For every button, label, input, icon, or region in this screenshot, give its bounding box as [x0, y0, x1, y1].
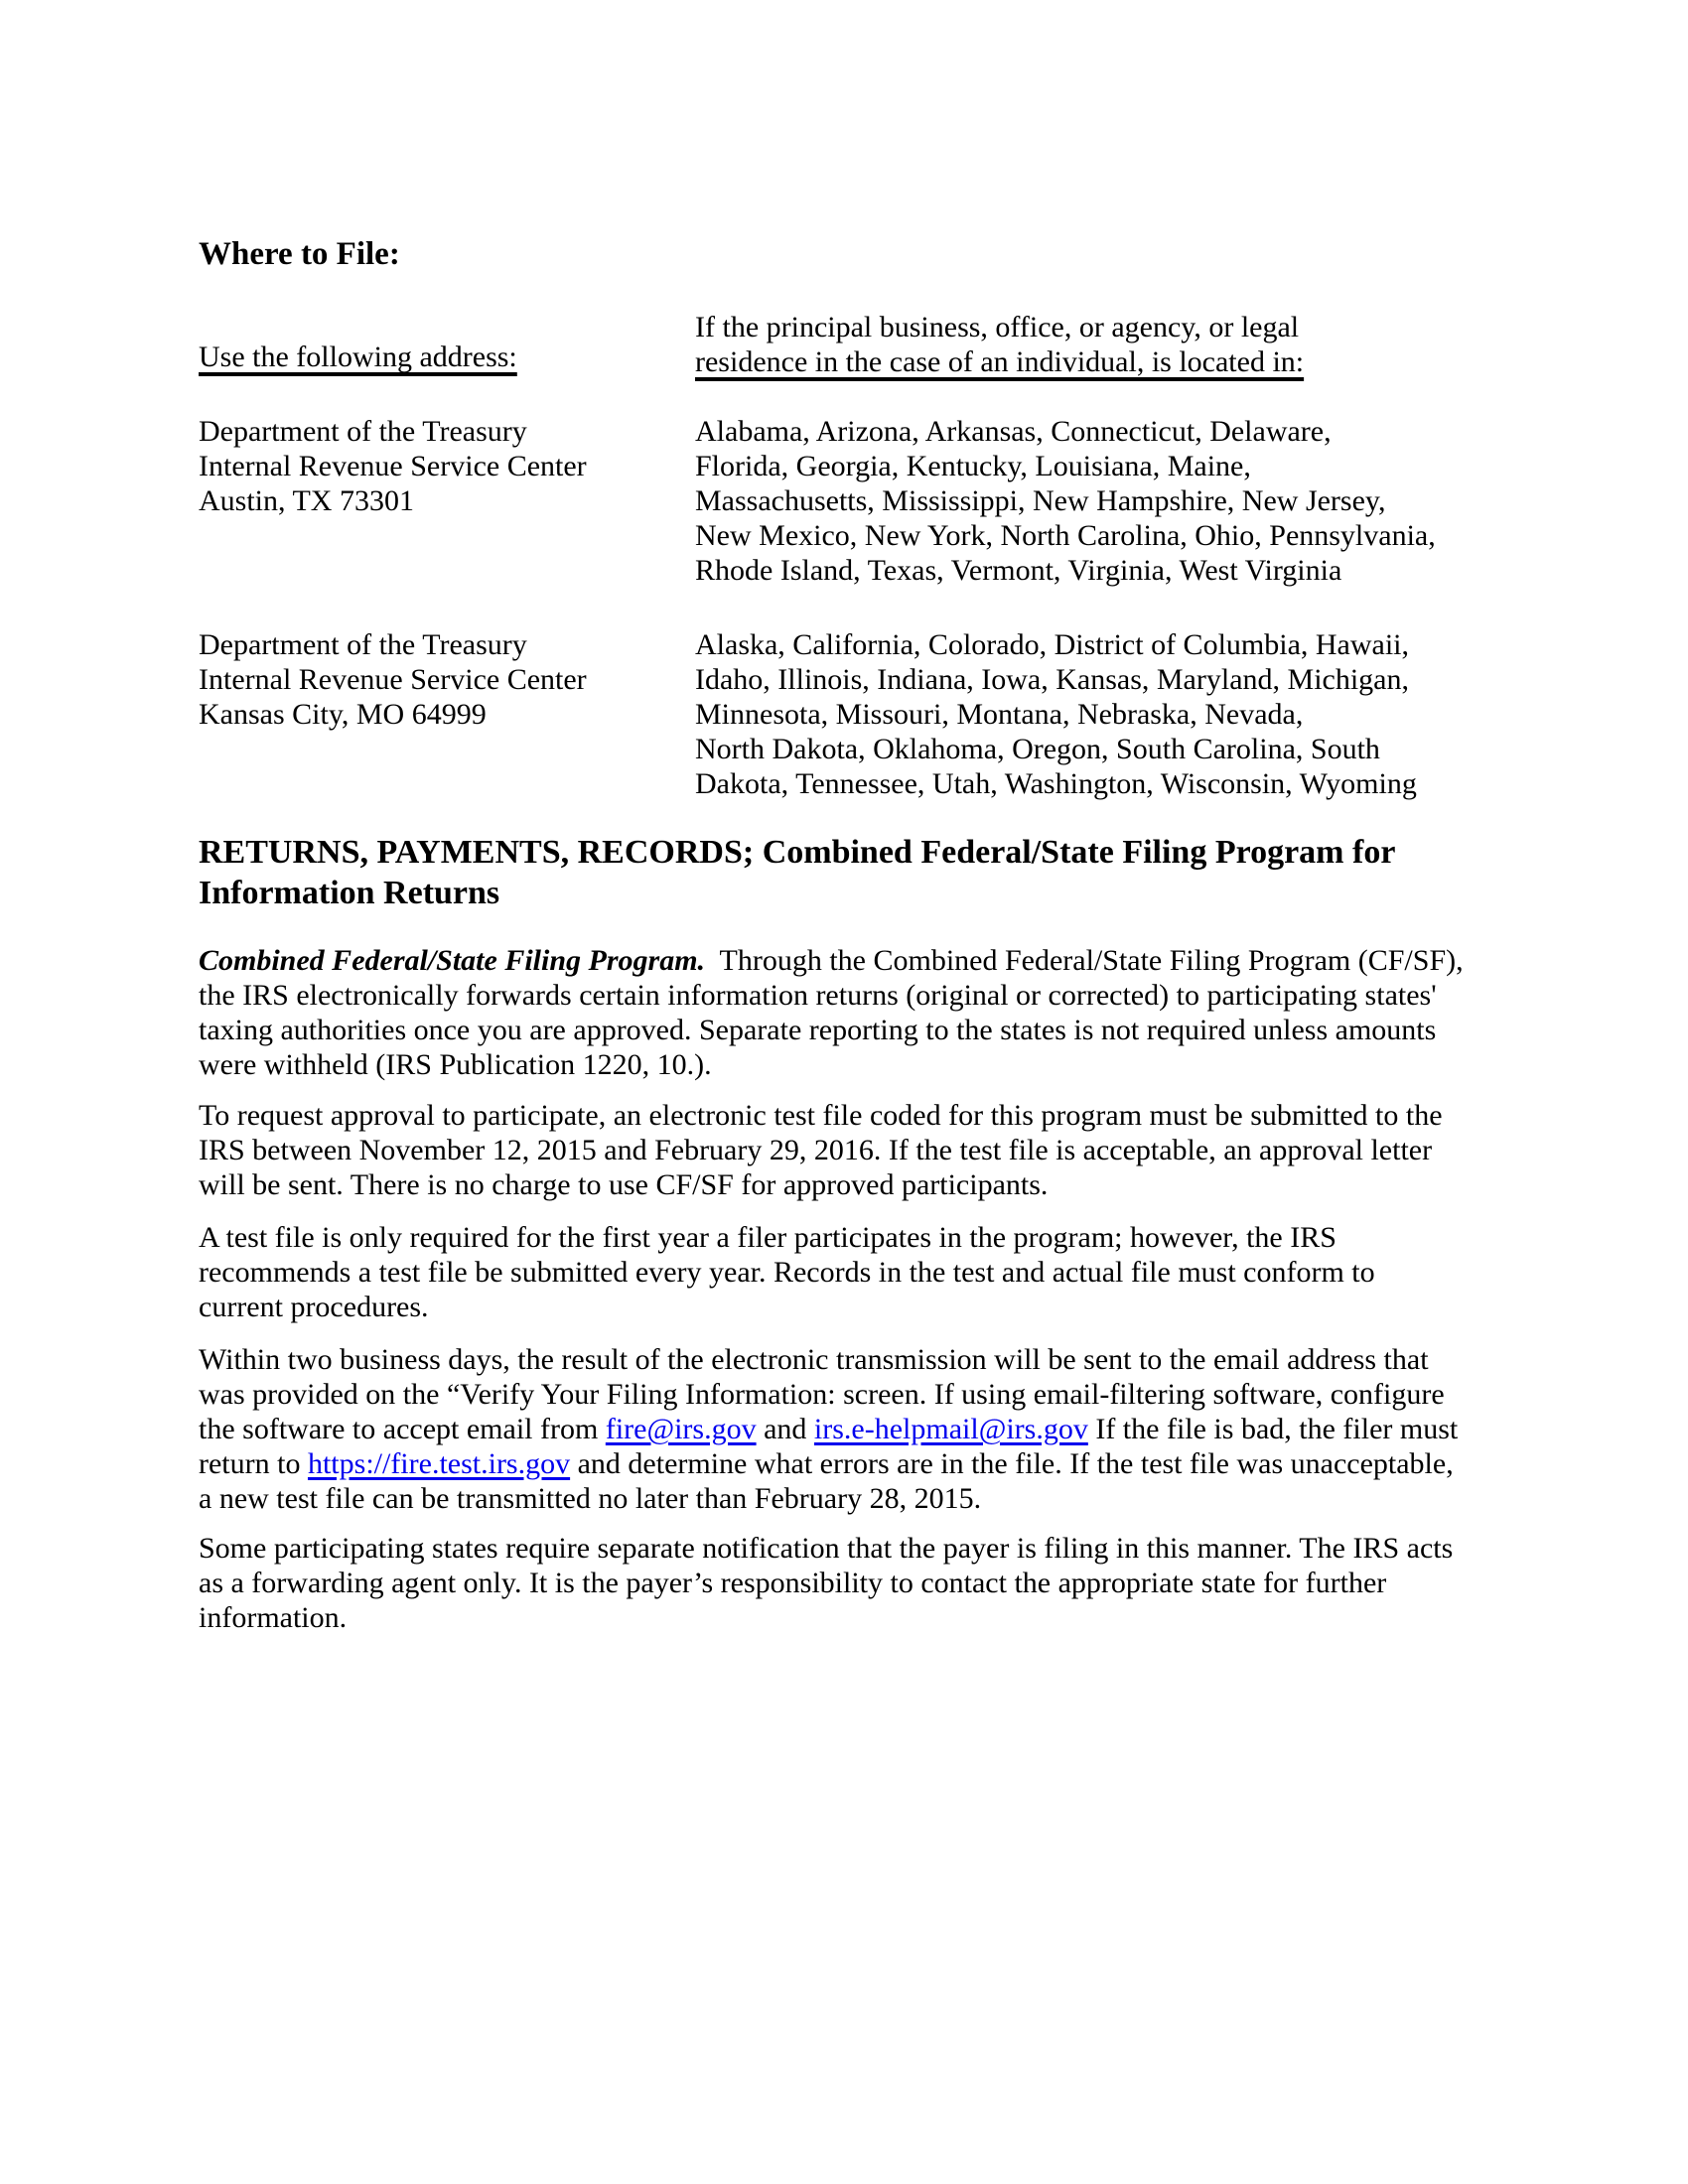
- section-heading: [199, 832, 1395, 913]
- location-column-header-line1: If the principal business, office, or agency, or legal: [695, 311, 1300, 343]
- address-line: Department of the Treasury: [199, 415, 527, 448]
- states-line: New Mexico, New York, North Carolina, Ohio, Pennsylvania,: [695, 519, 1436, 552]
- states-line: Alabama, Arizona, Arkansas, Connecticut, Delaware,: [695, 415, 1332, 448]
- address-line: Kansas City, MO 64999: [199, 698, 487, 731]
- section-heading-line1: RETURNS, PAYMENTS, RECORDS; Combined Federal/State Filing Program for: [199, 834, 1396, 871]
- text-line: current procedures.: [199, 1291, 429, 1323]
- text-line: will be sent. There is no charge to use CF/SF for approved participants.: [199, 1168, 1049, 1201]
- address-line: Internal Revenue Service Center: [199, 663, 587, 696]
- address-column-header: Use the following address:: [199, 341, 517, 373]
- text-line: a new test file can be transmitted no later than February 28, 2015.: [199, 1482, 982, 1515]
- text-line: was provided on the “Verify Your Filing Information: screen. If using email-filtering software, configure: [199, 1378, 1445, 1411]
- text-line: the IRS electronically forwards certain information returns (original or corrected) to participating states': [199, 979, 1437, 1012]
- paragraph-test-file-requirement: [199, 1220, 1375, 1324]
- text-line: [199, 1446, 1458, 1481]
- states-line: Minnesota, Missouri, Montana, Nebraska, Nevada,: [695, 698, 1304, 731]
- text-line: were withheld (IRS Publication 1220, 10.).: [199, 1048, 712, 1081]
- text-run: and: [756, 1413, 814, 1445]
- section-heading-line2: Information Returns: [199, 875, 500, 911]
- address-line: Austin, TX 73301: [199, 484, 414, 517]
- location-column-header: [695, 310, 1304, 379]
- states-line: Alaska, California, Colorado, District of Columbia, Hawaii,: [695, 628, 1410, 661]
- cfsf-program-lead: Combined Federal/State Filing Program.: [199, 944, 706, 977]
- where-to-file-heading: Where to File:: [199, 236, 400, 272]
- states-list-austin: [695, 414, 1436, 588]
- states-line: North Dakota, Oklahoma, Oregon, South Carolina, South: [695, 733, 1380, 765]
- text-line: as a forwarding agent only. It is the payer’s responsibility to contact the appropriate state for further: [199, 1567, 1387, 1599]
- fire-test-url-link[interactable]: https://fire.test.irs.gov: [307, 1447, 571, 1480]
- austin-address-block: [199, 414, 587, 518]
- states-line: Dakota, Tennessee, Utah, Washington, Wisconsin, Wyoming: [695, 767, 1417, 800]
- paragraph-state-notification: [199, 1531, 1453, 1635]
- states-list-kansas-city: [695, 627, 1417, 801]
- text-line: recommends a test file be submitted every year. Records in the test and actual file must conform to: [199, 1256, 1375, 1289]
- location-column-header-line2: residence in the case of an individual, is located in:: [695, 345, 1305, 378]
- address-line: Department of the Treasury: [199, 628, 527, 661]
- text-line: To request approval to participate, an electronic test file coded for this program must be submitted to the: [199, 1099, 1443, 1132]
- text-run: the software to accept email from: [199, 1413, 606, 1445]
- text-line: information.: [199, 1601, 348, 1634]
- states-line: Florida, Georgia, Kentucky, Louisiana, Maine,: [695, 450, 1251, 482]
- text-line: A test file is only required for the first year a filer participates in the program; however, the IRS: [199, 1221, 1336, 1254]
- paragraph-cfsf-intro: [199, 943, 1464, 1082]
- text-line: [199, 1412, 1458, 1446]
- text-line: IRS between November 12, 2015 and February 29, 2016. If the test file is acceptable, an approval letter: [199, 1134, 1433, 1166]
- address-line: Internal Revenue Service Center: [199, 450, 587, 482]
- text-line: Some participating states require separate notification that the payer is filing in this manner. The IRS acts: [199, 1532, 1454, 1565]
- text-line: taxing authorities once you are approved. Separate reporting to the states is not required unless amounts: [199, 1014, 1437, 1046]
- states-line: Idaho, Illinois, Indiana, Iowa, Kansas, Maryland, Michigan,: [695, 663, 1409, 696]
- fire-email-link[interactable]: fire@irs.gov: [605, 1413, 757, 1445]
- paragraph-test-file-approval: [199, 1098, 1443, 1202]
- text-run: Through the Combined Federal/State Filing Program (CF/SF),: [705, 944, 1464, 977]
- text-run: return to: [199, 1447, 308, 1480]
- text-line: [199, 943, 1464, 978]
- text-line: Within two business days, the result of the electronic transmission will be sent to the email address that: [199, 1343, 1429, 1376]
- text-run: and determine what errors are in the file. If the test file was unacceptable,: [570, 1447, 1454, 1480]
- states-line: Massachusetts, Mississippi, New Hampshire, New Jersey,: [695, 484, 1386, 517]
- text-run: If the file is bad, the filer must: [1087, 1413, 1459, 1445]
- helpmail-email-link[interactable]: irs.e-helpmail@irs.gov: [813, 1413, 1088, 1445]
- kansas-city-address-block: [199, 627, 587, 732]
- states-line: Rhode Island, Texas, Vermont, Virginia, West Virginia: [695, 554, 1342, 587]
- paragraph-transmission-result: [199, 1342, 1458, 1516]
